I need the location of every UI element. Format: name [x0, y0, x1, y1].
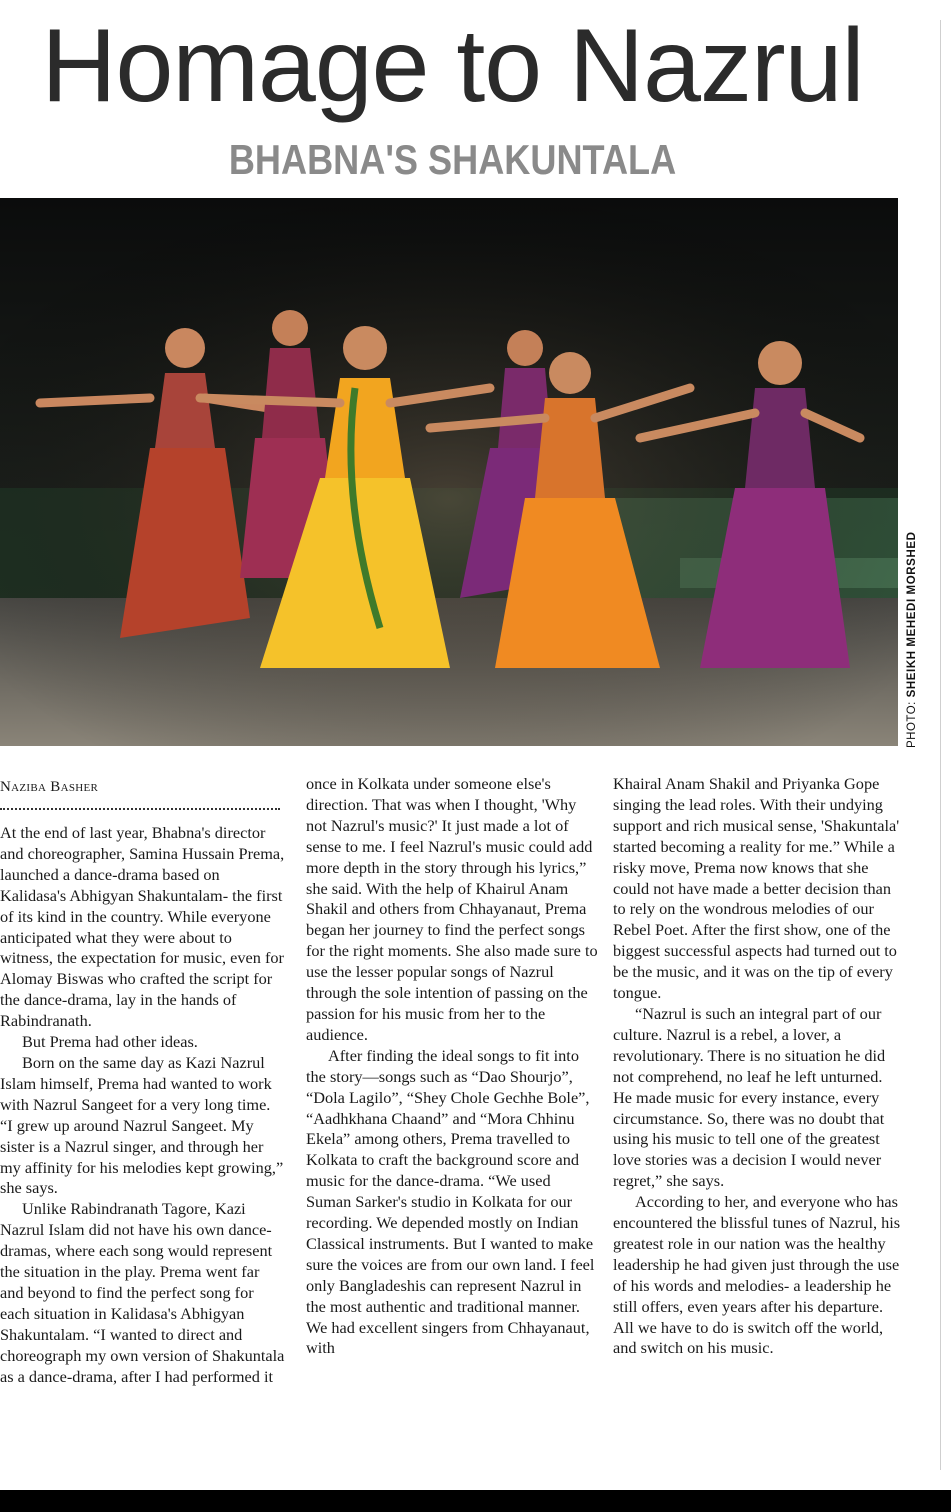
- photo-credit-name: SHEIKH MEHEDI MORSHED: [906, 531, 918, 698]
- paragraph: But Prema had other ideas.: [22, 1032, 198, 1052]
- headline: Homage to Nazrul: [41, 8, 864, 124]
- paragraph: once in Kolkata under someone else's direction. That was when I thought, 'Why not Nazrul's music?' It just made a lot of sense to me. I feel Nazrul's music could add more depth in the story through his lyrics,” she said. With the help of Khairul Anam Shakil and others from Chhayanaut, Prema began her journey to find the perfect songs for the right moments. She also made sure to use the lesser popular songs of Nazrul through the sole intention of passing on the passion for his music from her to the audience.: [306, 774, 598, 1044]
- paragraph: After finding the ideal songs to fit into the story—songs such as “Dao Shourjo”, “Dola Lagilo”, “Shey Chole Gechhe Bole”, “Aadhkhana Chaand” and “Mora Chhinu Ekela” among others, Prema travelled to Kolkata to craft the background score and music for the dance-drama. “We used Suman Sarker's studio in Kolkata for our recording. We depended mostly on Indian Classical instruments. But I wanted to make sure the voices are from our own land. I feel only Bangladeshis can represent Nazrul in the most authentic and traditional manner. We had excellent singers from Chhayanaut, with: [306, 1045, 595, 1358]
- column-divider: [940, 20, 941, 1470]
- photo-credit-label: PHOTO:: [906, 697, 918, 748]
- photo-credit: [903, 508, 921, 748]
- page-bottom-bar: [0, 1490, 951, 1512]
- paragraph: Khairal Anam Shakil and Priyanka Gope singing the lead roles. With their undying support and rich musical sense, 'Shakuntala' started becoming a reality for me.” While a risky move, Prema now knows that she could not have made a better decision than to rely on the wondrous melodies of our Rebel Poet. After the first show, one of the biggest successful aspects had turned out to be the music, and it was on the tip of every tongue.: [613, 774, 900, 1003]
- paragraph: According to her, and everyone who has encountered the blissful tunes of Nazrul, his greatest role in our nation was the healthy leadership he had given just through the use of his words and melodies- a leadership he still offers, even years after his departure. All we have to do is switch off the world, and switch on his music.: [613, 1192, 901, 1358]
- paragraph: Unlike Rabindranath Tagore, Kazi Nazrul Islam did not have his own dance-dramas, where each song would represent the situation in the play. Prema went far and beyond to find the perfect song for each situation in Kalidasa's Abhigyan Shakuntalam. “I wanted to direct and choreograph my own version of Shakuntala as a dance-drama, after I had performed it: [0, 1199, 285, 1386]
- article-column-2: [306, 0, 598, 1490]
- byline: Naziba Basher: [0, 779, 99, 795]
- paragraph: At the end of last year, Bhabna's director and choreographer, Samina Hussain Prema, launched a dance-drama based on Kalidasa's Abhigyan Shakuntalam- the first of its kind in the country. While everyone anticipated what they were about to witness, the expectation for music, even for Alomay Biswas who crafted the script for the dance-drama, lay in the hands of Rabindranath.: [0, 823, 285, 1031]
- article-column-3: [613, 0, 903, 1490]
- paragraph: Born on the same day as Kazi Nazrul Islam himself, Prema had wanted to work with Nazrul Sangeet for a very long time. “I grew up around Nazrul Sangeet. My sister is a Nazrul singer, and through her my affinity for his melodies kept growing,” she says.: [0, 1052, 284, 1198]
- subheadline: BHABNA'S SHAKUNTALA: [228, 136, 677, 183]
- article-column-1: [0, 0, 286, 1490]
- paragraph: “Nazrul is such an integral part of our culture. Nazrul is a rebel, a lover, a revolutionary. There is no situation he did not comprehend, no leaf he left unturned. He made music for every instance, every circumstance. So, there was no doubt that using his music to tell one of the greatest love stories was a decision I would never regret,” she says.: [613, 1003, 886, 1191]
